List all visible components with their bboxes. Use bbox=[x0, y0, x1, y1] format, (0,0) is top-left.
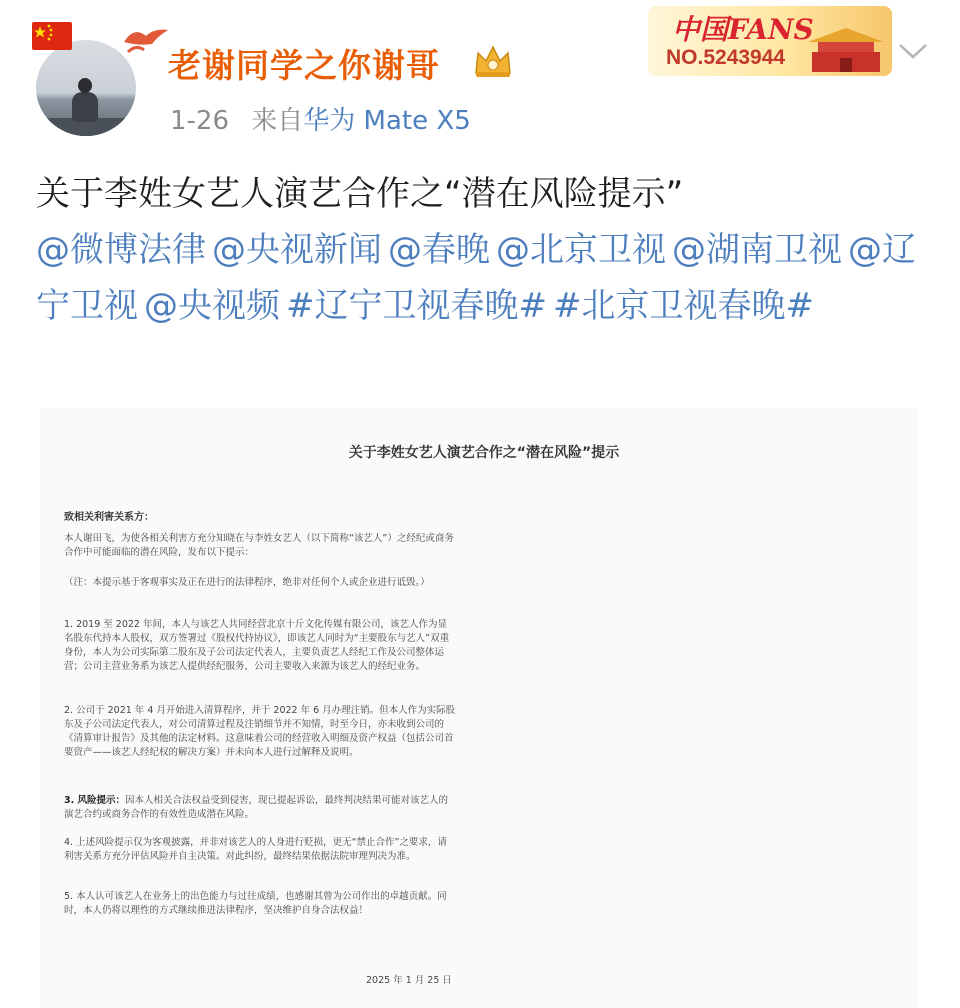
document-paragraph-1: 1. 2019 至 2022 年间，本人与该艺人共同经营北京十斤文化传媒有限公司，该艺人作为显名股东代持本人股权，双方签署过《股权代持协议》，即该艺人同时为“主要股东与艺人”双重身份，本人为公司实际第二股东及子公司法定代表人，主要负责艺人经纪工作及公司整体运营；公司主营业务系为该艺人提供经纪服务，公司主要收入来源为该艺人的经纪业务。 bbox=[64, 619, 450, 672]
document-paragraph-3 bbox=[64, 794, 456, 822]
mention-link[interactable]: @春晚 bbox=[388, 230, 490, 270]
document-intro: 本人谢田飞，为使各相关利害方充分知晓在与李姓女艺人（以下简称“该艺人”）之经纪或商务合作中可能面临的潜在风险，发布以下提示： bbox=[64, 533, 454, 558]
post-title: 关于李姓女艺人演艺合作之“潜在风险提示” bbox=[36, 174, 684, 214]
source-prefix: 来自 bbox=[251, 106, 304, 136]
avatar-person-body bbox=[72, 92, 98, 122]
document-salutation: 致相关利害关系方： bbox=[64, 512, 154, 523]
document-note: （注：本提示基于客观事实及正在进行的法律程序，绝非对任何个人或企业进行诋毁。） bbox=[64, 577, 430, 588]
document-paragraph-4: 4. 上述风险提示仅为客观披露，并非对该艺人的人身进行贬损，更无“禁止合作”之要求，请利害关系方充分评估风险并自主决策。对此纠纷，最终结果依据法院审理判决为准。 bbox=[64, 837, 447, 862]
avatar-person-head bbox=[78, 78, 92, 93]
bird-decoration-icon bbox=[118, 22, 174, 56]
post-date: 1-26 bbox=[170, 106, 230, 136]
device-link[interactable]: 华为 Mate X5 bbox=[303, 106, 471, 136]
mention-link[interactable]: @湖南卫视 bbox=[672, 230, 842, 270]
document-title: 关于李姓女艺人演艺合作之“潜在风险”提示 bbox=[348, 445, 620, 461]
china-flag-icon bbox=[32, 22, 72, 50]
document-image[interactable] bbox=[40, 408, 918, 1008]
hashtag-link[interactable]: #辽宁卫视春晚# bbox=[286, 286, 547, 326]
mention-link[interactable]: @央视频 bbox=[144, 286, 280, 326]
post-meta bbox=[170, 100, 471, 137]
mention-link[interactable]: @辽宁卫视 bbox=[36, 230, 916, 326]
document-paragraph-3-text: 因本人相关合法权益受到侵害，现已提起诉讼，最终判决结果可能对该艺人的演艺合约或商务合作的有效性造成潜在风险。 bbox=[64, 795, 449, 820]
crown-vip-icon[interactable] bbox=[472, 43, 514, 79]
document-paragraph-5: 5. 本人认可该艺人在业务上的出色能力与过往成绩，也感谢其曾为公司作出的卓越贡献。同时，本人仍将以理性的方式继续推进法律程序，坚决维护自身合法权益！ bbox=[64, 891, 447, 916]
document-date: 2025 年 1 月 25 日 bbox=[366, 975, 452, 986]
chevron-down-icon[interactable] bbox=[896, 40, 930, 62]
mention-link[interactable]: @微博法律 bbox=[36, 230, 206, 270]
mention-link[interactable]: @北京卫视 bbox=[496, 230, 666, 270]
fans-badge-number: NO.5243944 bbox=[666, 46, 786, 69]
fans-badge-title: 中国FANS bbox=[672, 13, 814, 46]
hashtag-link[interactable]: #北京卫视春晚# bbox=[552, 286, 814, 326]
fans-badge[interactable] bbox=[648, 6, 892, 76]
username[interactable]: 老谢同学之你谢哥 bbox=[168, 46, 440, 85]
mentions-block bbox=[36, 222, 926, 334]
avatar-container[interactable] bbox=[36, 40, 138, 136]
mention-link[interactable]: @央视新闻 bbox=[212, 230, 382, 270]
document-risk-label: 3. 风险提示： bbox=[64, 795, 126, 806]
document-paragraph-2: 2. 公司于 2021 年 4 月开始进入清算程序，并于 2022 年 6 月办理注销。但本人作为实际股东及子公司法定代表人，对公司清算过程及注销细节并不知情，时至今日，亦未收到公司的《清算审计报告》及其他的法定材料。这意味着公司的经营收入明细及资产权益（包括公司首要资产——该艺人经纪权的解决方案）并未向本人进行过解释及说明。 bbox=[64, 705, 456, 758]
tiananmen-gate-icon bbox=[806, 22, 886, 74]
